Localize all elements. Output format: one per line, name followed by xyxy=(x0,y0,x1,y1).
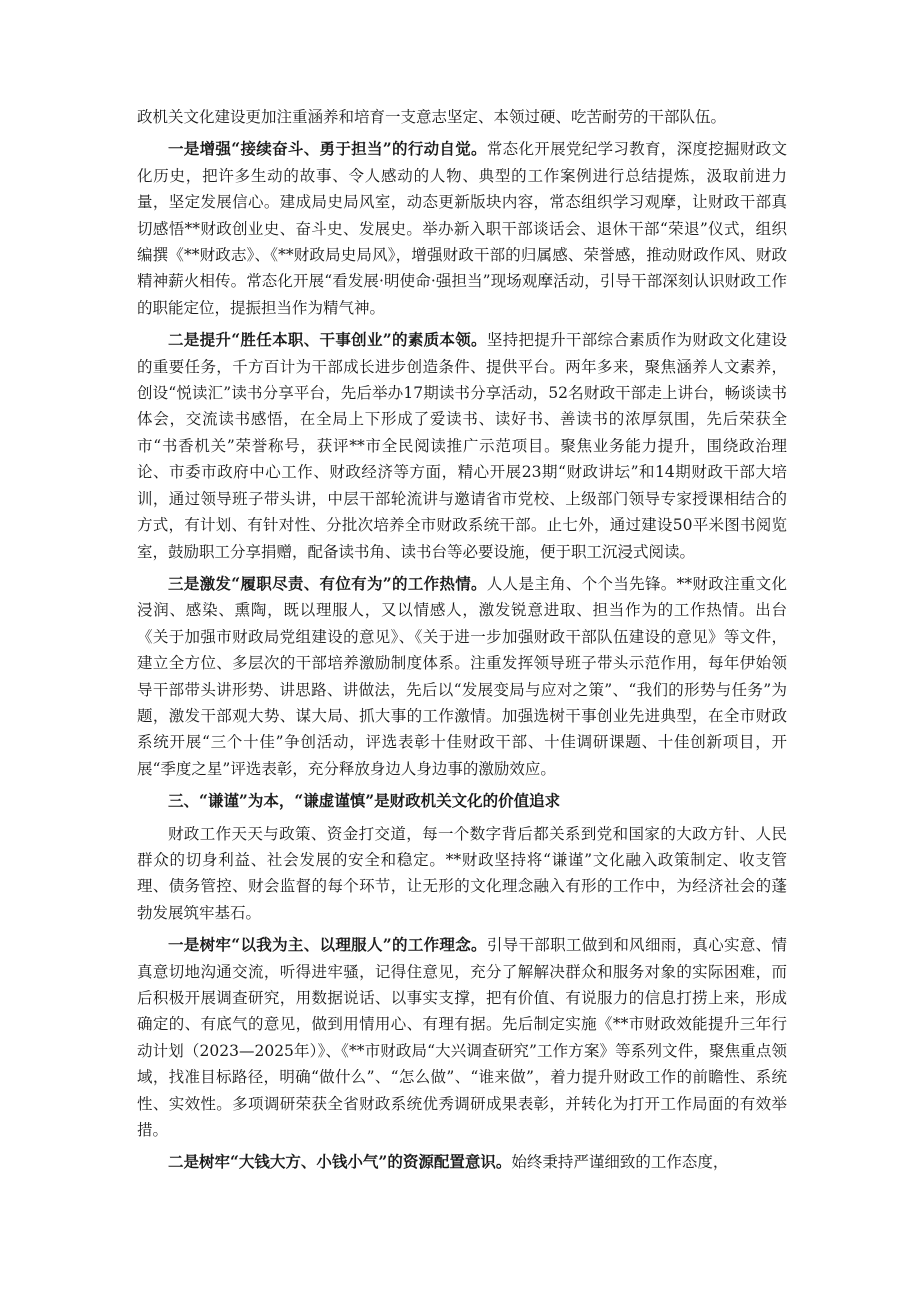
paragraph-text: 政机关文化建设更加注重涵养和培育一支意志坚定、本领过硬、吃苦耐劳的干部队伍。 xyxy=(137,108,727,126)
paragraph-text: 常态化开展党纪学习教育，深度挖掘财政文化历史，把许多生动的故事、令人感动的人物、典型的工作案例进行总结提炼，汲取前进力量，坚定发展信心。建成局史局风室，动态更新版块内容，常态组织学习观摩，让财政干部真切感悟**财政创业史、奋斗史、发展史。举办新入职干部谈话会、退休干部“荣退”仪式，组织编撰《**财政志》、《**财政局史局风》，增强财政干部的归属感、荣誉感，推动财政作风、财政精神薪火相传。常态化开展“看发展·明使命·强担当”现场观摩活动，引导干部深刻认识财政工作的职能定位，提振担当作为精气神。 xyxy=(137,140,787,317)
paragraph-point-3 xyxy=(137,571,787,782)
section-heading-text: 三、“谦谨”为本，“谦虚谨慎”是财政机关文化的价值追求 xyxy=(168,791,561,811)
paragraph-lead: 二是提升“胜任本职、干事创业”的素质本领。 xyxy=(168,330,487,350)
paragraph-text: 引导干部职工做到和风细雨，真心实意、情真意切地沟通交流，听得进牢骚，记得住意见，充分了解解决群众和服务对象的实际困难，而后积极开展调查研究，用数据说话、以事实支撑，把有价值、有说服力的信息打捞上来，形成确定的、有底气的意见，做到用情用心、有理有据。先后制定实施《**市财政效能提升三年行动计划（2023—2025年）》、《**市财政局“大兴调查研究”工作方案》等系列文件，聚焦重点领域，找准目标路径，明确“做什么”、“怎么做”、“谁来做”，着力提升财政工作的前瞻性、系统性、实效性。多项调研荣获全省财政系统优秀调研成果表彰，并转化为打开工作局面的有效举措。 xyxy=(137,936,787,1140)
paragraph-text: 人人是主角、个个当先锋。**财政注重文化浸润、感染、熏陶，既以理服人，又以情感人，激发锐意进取、担当作为的工作热情。出台《关于加强市财政局党组建设的意见》、《关于进一步加强财政干部队伍建设的意见》等文件，建立全方位、多层次的干部培养激励制度体系。注重发挥领导班子带头示范作用，每年伊始领导干部带头讲形势、讲思路、讲做法，先后以“发展变局与应对之策”、“我们的形势与任务”为题，激发干部观大势、谋大局、抓大事的工作激情。加强选树干事创业先进典型，在全市财政系统开展“三个十佳”争创活动，评选表彰十佳财政干部、十佳调研课题、十佳创新项目，开展“季度之星”评选表彰，充分释放身边人身边事的激励效应。 xyxy=(137,574,787,778)
paragraph-text: 财政工作天天与政策、资金打交道，每一个数字背后都关系到党和国家的大政方针、人民群众的切身利益、社会发展的安全和稳定。**财政坚持将“谦谨”文化融入政策制定、收支管理、债务管控、财会监督的每个环节，让无形的文化理念融入有形的工作中，为经济社会的蓬勃发展筑牢基石。 xyxy=(137,824,787,922)
paragraph-lead: 二是树牢“大钱大方、小钱小气”的资源配置意识。 xyxy=(168,1152,512,1172)
document-page xyxy=(137,104,787,1182)
paragraph-continuation xyxy=(137,104,787,130)
paragraph-lead: 一是树牢“以我为主、以理服人”的工作理念。 xyxy=(168,935,487,955)
paragraph-point-2 xyxy=(137,327,787,565)
paragraph-text: 坚持把提升干部综合素质作为财政文化建设的重要任务，千方百计为干部成长进步创造条件、提供平台。两年多来，聚焦涵养人文素养，创设“悦读汇”读书分享平台，先后举办17期读书分享活动，52名财政干部走上讲台，畅谈读书体会，交流读书感悟，在全局上下形成了爱读书、读好书、善读书的浓厚氛围，先后荣获全市“书香机关”荣誉称号，获评**市全民阅读推广示范项目。聚焦业务能力提升，围绕政治理论、市委市政府中心工作、财政经济等方面，精心开展23期“财政讲坛”和14期财政干部大培训，通过领导班子带头讲，中层干部轮流讲与邀请省市党校、上级部门领导专家授课相结合的方式，有计划、有针对性、分批次培养全市财政系统干部。止七外，通过建设50平米图书阅览室，鼓励职工分享捐赠，配备读书角、读书台等必要设施，便于职工沉浸式阅读。 xyxy=(137,331,787,561)
paragraph-text: 始终秉持严谨细致的工作态度， xyxy=(511,1153,729,1172)
section-heading xyxy=(137,788,787,814)
paragraph-intro xyxy=(137,821,787,927)
paragraph-point-4 xyxy=(137,932,787,1143)
paragraph-point-1 xyxy=(137,136,787,321)
paragraph-lead: 一是增强“接续奋斗、勇于担当”的行动自觉。 xyxy=(168,139,487,159)
paragraph-point-5 xyxy=(137,1149,787,1175)
paragraph-lead: 三是激发“履职尽责、有位有为”的工作热情。 xyxy=(168,573,487,593)
